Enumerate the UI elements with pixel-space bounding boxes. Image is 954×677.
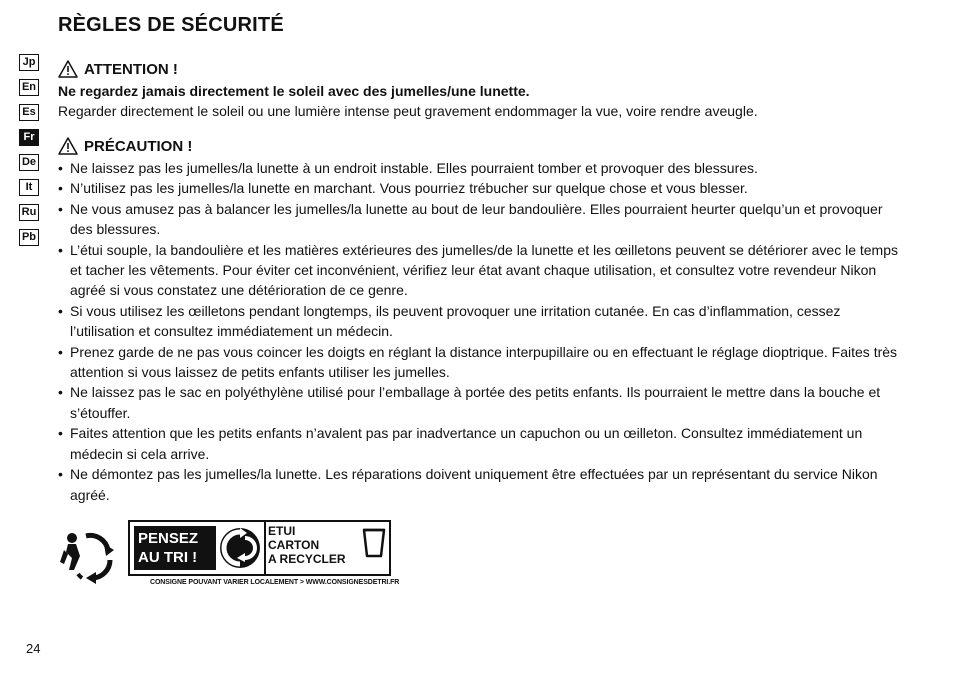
triman-recycle-icon (56, 526, 118, 586)
lang-tab-jp[interactable]: Jp (19, 54, 39, 71)
recycling-logos (56, 520, 400, 592)
list-item: • Faites attention que les petits enfants n’avalent pas par inadvertance un capuchon ou un œilleton. Consultez immédiatement un médecin si cela arrive. (58, 425, 863, 462)
warning-triangle-icon (58, 60, 78, 78)
etui-line-1: ETUI (268, 524, 296, 538)
list-item: • N’utilisez pas les jumelles/la lunette en marchant. Vous pourriez trébucher sur quelque chose et vous blesser. (58, 180, 748, 197)
precaution-section (58, 135, 898, 505)
list-item-text: Ne laissez pas le sac en polyéthylène utilisé pour l’emballage à portée des petits enfants. Ils pourraient le mettre dans la bouche et s’étouffer. (70, 384, 881, 421)
list-item: • Ne laissez pas les jumelles/la lunette à un endroit instable. Elles pourraient tomber et provoquer des blessures. (58, 160, 758, 176)
pensez-line-1: PENSEZ (138, 530, 199, 547)
warning-triangle-icon (58, 137, 78, 155)
lang-tab-ru[interactable]: Ru (19, 204, 39, 221)
list-item: • Ne vous amusez pas à balancer les jumelles/la lunette au bout de leur bandoulière. Elles pourraient heurter quelqu’un et provoquer des blessures. (58, 200, 883, 238)
lang-tab-de[interactable]: De (19, 154, 39, 171)
list-item: • Ne laissez pas le sac en polyéthylène utilisé pour l’emballage à portée des petits enfants. Ils pourraient le mettre dans la bouche et s’étouffer. (58, 384, 881, 421)
etui-carton-label (268, 524, 346, 566)
list-item: • L’étui souple, la bandoulière et les matières extérieures des jumelles/de la lunette et les œilletons peuvent se détériorer avec le temps et tacher les vêtements. Pour éviter cet inconvénient, vérifiez leur état avant chaque utilisation, et consultez votre revendeur Nikon agréé si vous constatez une détérioration de ce genre. (58, 241, 899, 299)
list-item: • Prenez garde de ne pas vous coincer les doigts en réglant la distance interpupillaire ou en effectuant le réglage dioptrique. Faites très attention si vous laissez de petits enfants utiliser les jumelles. (58, 343, 898, 381)
etui-line-3: A RECYCLER (268, 552, 346, 566)
list-item-text: L’étui souple, la bandoulière et les matières extérieures des jumelles/de la lunette et les œilletons peuvent se détériorer avec le temps et tacher les vêtements. Pour éviter cet inconvénient, vérifiez leur état avant chaque utilisation, et consultez votre revendeur Nikon agréé si vous constatez une détérioration de ce genre. (70, 241, 899, 299)
etui-line-2: CARTON (268, 538, 320, 552)
lang-tab-en[interactable]: En (19, 79, 39, 96)
list-item-text: Prenez garde de ne pas vous coincer les doigts en réglant la distance interpupillaire ou en effectuant le réglage dioptrique. Faites très attention si vous laissez de petits enfants utiliser les jumelles. (70, 343, 898, 381)
green-dot-recycling-icon (219, 526, 261, 570)
list-item-text: Ne laissez pas les jumelles/la lunette à un endroit instable. Elles pourraient tomber et provoquer des blessures. (70, 160, 758, 176)
language-tabs (19, 54, 39, 254)
attention-section (58, 58, 898, 121)
lang-tab-it[interactable]: It (19, 179, 39, 196)
pensez-au-tri-label (134, 526, 216, 570)
lang-tab-fr[interactable]: Fr (19, 129, 39, 146)
pensez-au-tri-box (130, 522, 266, 574)
lang-tab-pb[interactable]: Pb (19, 229, 39, 246)
etui-carton-box (266, 524, 389, 572)
list-item: • Ne démontez pas les jumelles/la lunette. Les réparations doivent uniquement être effectuées par un représentant du service Nikon agréé. (58, 466, 878, 503)
list-item-text: Ne vous amusez pas à balancer les jumelles/la lunette au bout de leur bandoulière. Elles pourraient heurter quelqu’un et provoquer des blessures. (70, 200, 883, 238)
attention-body: Regarder directement le soleil ou une lumière intense peut gravement endommager la vue, voire rendre aveugle. (58, 103, 758, 119)
lang-tab-es[interactable]: Es (19, 104, 39, 121)
page-number: 24 (26, 641, 41, 656)
attention-heading-row (58, 58, 898, 80)
recycling-bin-icon (362, 526, 386, 558)
triman-box (128, 520, 391, 576)
page-title: RÈGLES DE SÉCURITÉ (58, 14, 284, 36)
list-item-text: N’utilisez pas les jumelles/la lunette en marchant. Vous pourriez trébucher sur quelque chose et vous blesser. (70, 180, 748, 197)
precaution-heading-row (58, 135, 898, 157)
attention-heading: ATTENTION ! (84, 60, 178, 78)
list-item-text: Ne démontez pas les jumelles/la lunette. Les réparations doivent uniquement être effectuées par un représentant du service Nikon agréé. (70, 466, 878, 503)
precaution-list (58, 158, 898, 505)
pensez-line-2: AU TRI ! (138, 549, 198, 566)
list-item: • Si vous utilisez les œilletons pendant longtemps, ils peuvent provoquer une irritation cutanée. En cas d’inflammation, cessez l’utilisation et consultez immédiatement un médecin. (58, 302, 841, 340)
list-item-text: Faites attention que les petits enfants n’avalent pas par inadvertance un capuchon ou un œilleton. Consultez immédiatement un médecin si cela arrive. (70, 425, 863, 462)
attention-lead: Ne regardez jamais directement le soleil avec des jumelles/une lunette. (58, 83, 530, 99)
consigne-text: CONSIGNE POUVANT VARIER LOCALEMENT > WWW.CONSIGNESDETRI.FR (150, 579, 400, 586)
list-item-text: Si vous utilisez les œilletons pendant longtemps, ils peuvent provoquer une irritation cutanée. En cas d’inflammation, cessez l’utilisation et consultez immédiatement un médecin. (70, 302, 841, 340)
precaution-heading: PRÉCAUTION ! (84, 137, 193, 155)
